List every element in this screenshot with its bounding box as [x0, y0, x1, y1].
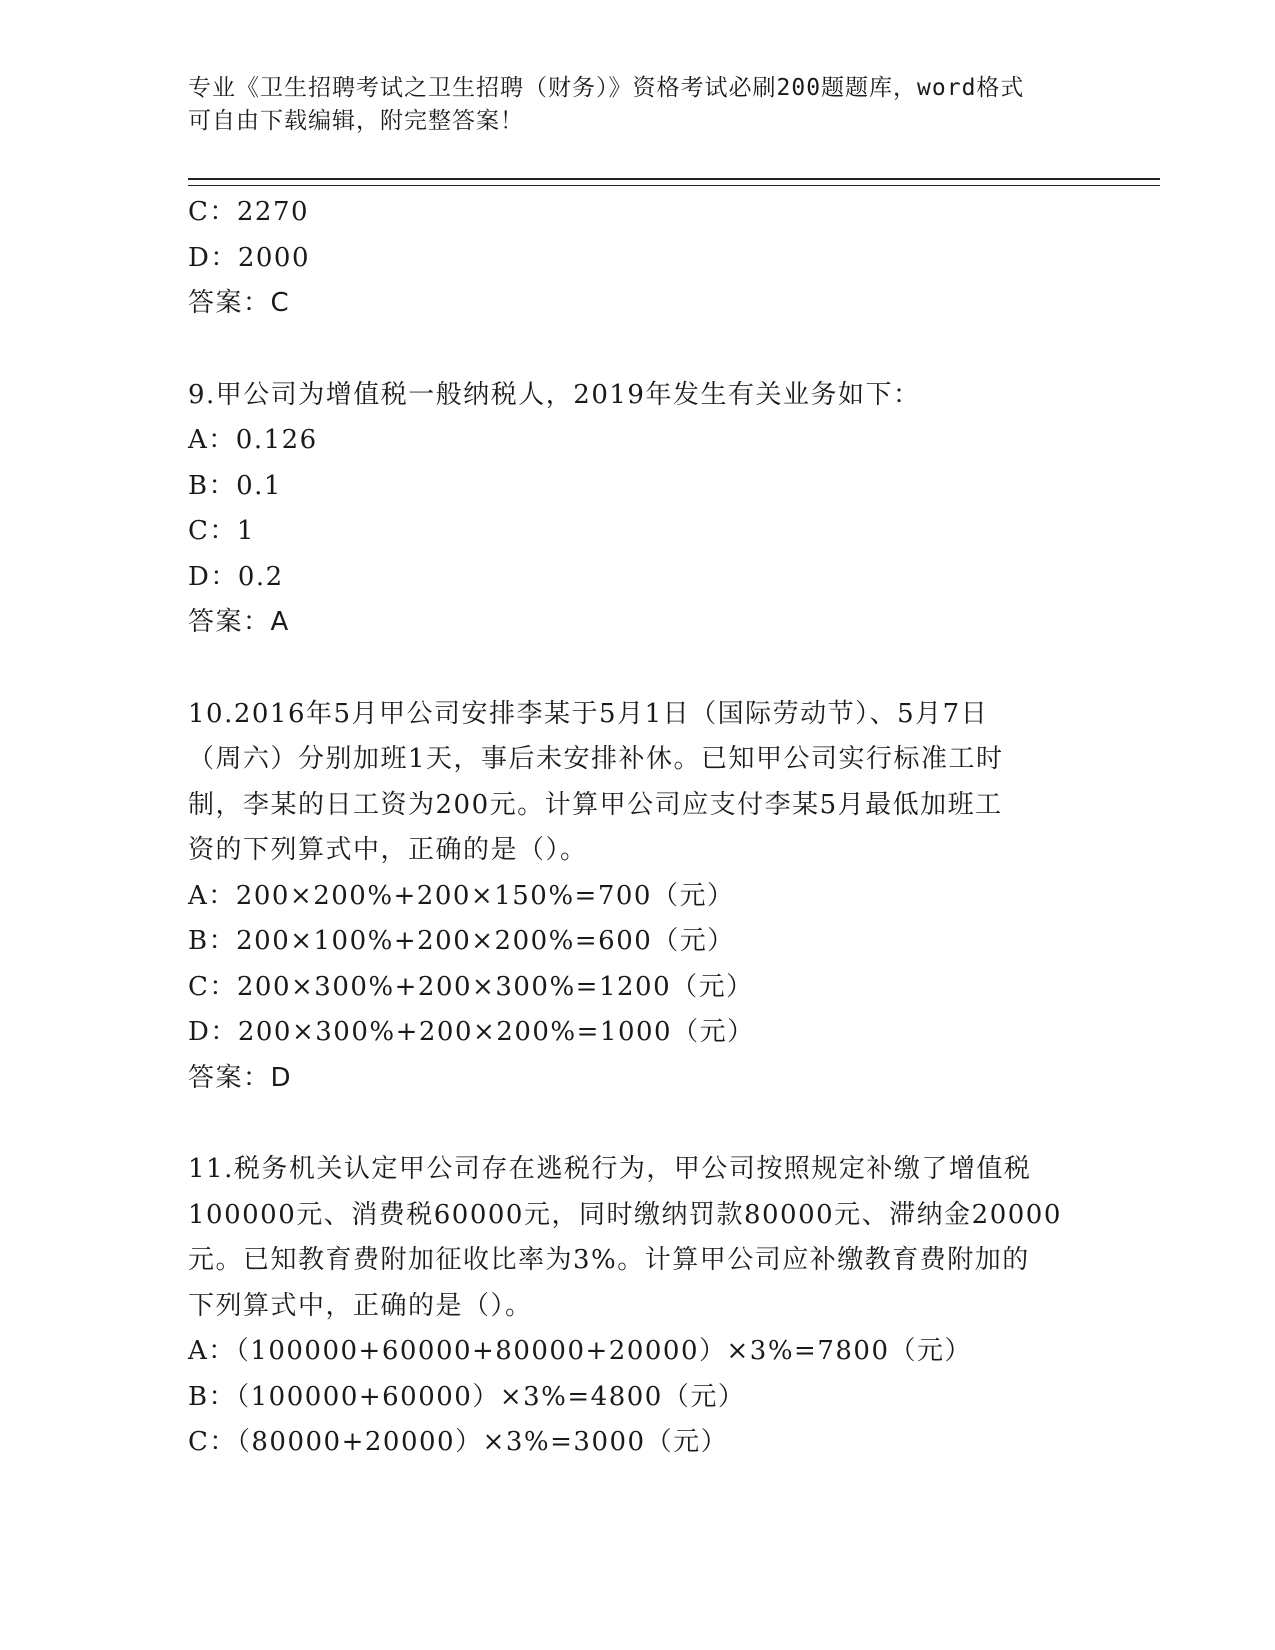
question-stem-line: 元。已知教育费附加征收比率为3%。计算甲公司应补缴教育费附加的	[188, 1245, 1030, 1275]
question-10	[188, 692, 1068, 1102]
option-d: D：2000	[188, 242, 311, 273]
option-a: A：（100000+60000+80000+20000）×3%=7800（元）	[188, 1336, 972, 1366]
option-c: C：1	[188, 516, 255, 546]
spacer	[188, 1101, 1068, 1147]
question-stem-line: 10.2016年5月甲公司安排李某于5月1日（国际劳动节）、5月7日	[188, 698, 989, 729]
option-c: C：200×300%+200×300%=1200（元）	[188, 971, 754, 1002]
option-b: B：0.1	[188, 470, 282, 501]
option-a: A：0.126	[188, 425, 318, 455]
option-d: D：200×300%+200×200%=1000（元）	[188, 1017, 755, 1047]
header-line-1: 专业《卫生招聘考试之卫生招聘（财务）》资格考试必刷200题题库，word格式	[188, 75, 1025, 101]
option-d: D：0.2	[188, 561, 284, 592]
option-a: A：200×200%+200×150%=700（元）	[188, 880, 735, 911]
option-b: B：（100000+60000）×3%=4800（元）	[188, 1381, 746, 1412]
option-b: B：200×100%+200×200%=600（元）	[188, 926, 735, 956]
question-9	[188, 373, 1068, 646]
question-8-continued	[188, 190, 1068, 327]
document-body	[188, 190, 1068, 1466]
spacer	[188, 646, 1068, 692]
option-c: C：2270	[188, 197, 310, 227]
question-stem-line: 制，李某的日工资为200元。计算甲公司应支付李某5月最低加班工	[188, 789, 1003, 820]
question-stem-line: 资的下列算式中，正确的是（）。	[188, 835, 588, 865]
header-line-2: 可自由下载编辑，附完整答案！	[188, 108, 524, 134]
question-stem: 9.甲公司为增值税一般纳税人，2019年发生有关业务如下：	[188, 379, 921, 410]
answer-label: 答案：D	[188, 1062, 293, 1093]
spacer	[188, 327, 1068, 373]
question-stem-line: （周六）分别加班1天，事后未安排补休。已知甲公司实行标准工时	[188, 744, 1004, 774]
question-11	[188, 1147, 1068, 1466]
answer-label: 答案：C	[188, 288, 291, 318]
question-stem-line: 下列算式中，正确的是（）。	[188, 1290, 533, 1321]
question-stem-line: 100000元、消费税60000元，同时缴纳罚款80000元、滞纳金20000	[188, 1199, 1062, 1230]
page-header	[188, 72, 1068, 138]
header-divider	[188, 178, 1160, 186]
option-c: C：（80000+20000）×3%=3000（元）	[188, 1427, 729, 1457]
answer-label: 答案：A	[188, 607, 290, 637]
question-stem-line: 11.税务机关认定甲公司存在逃税行为，甲公司按照规定补缴了增值税	[188, 1154, 1032, 1184]
